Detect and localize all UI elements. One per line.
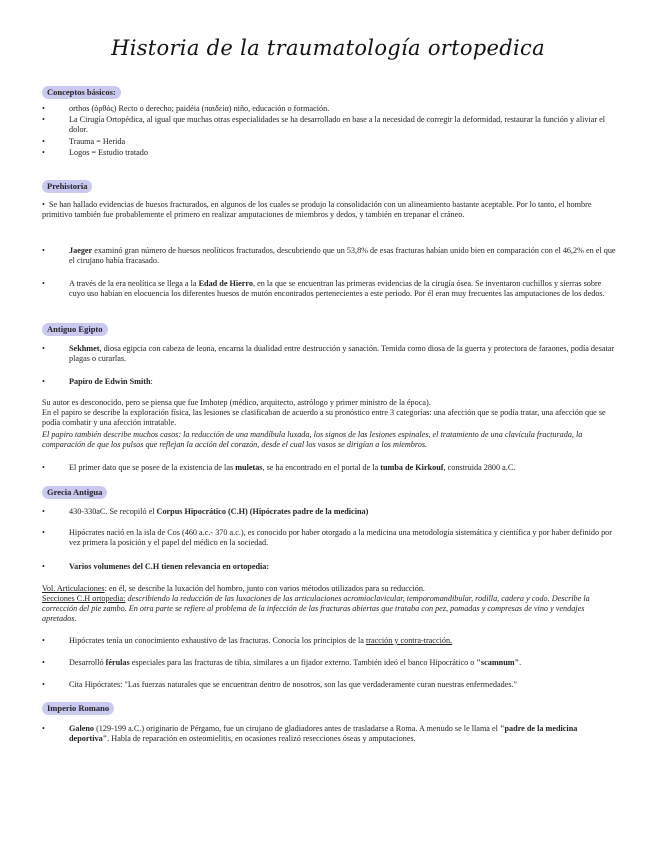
paragraph-papiro-autor: Su autor es desconocido, pero se piensa que fue Imhotep (médico, arquitecto, astrólogo y primer ministro de la época). xyxy=(42,398,431,407)
paragraph-secciones-ortopedia: Secciones C.H ortopedia: describiendo la reducción de las luxaciones de las articulaciones acromioclavicular, temporomandibular, rodilla, cadera y codo. Describe la corrección del pie zambo. En otra parte se refiere al problema de la infección de las fracturas abiertas que trataba con pez, pomadas y compresas de vino y vendajes apretados. xyxy=(42,594,590,623)
document-page: Historia de la traumatología ortopedica Conceptos básicos: • orthos (ὀρθός) Recto o derecho; paidéia (παιδεία) niño, educación o formación. • La Cirugía Ortopédica, al igual que muchas otras especialidades se ha desarrollado en base a la necesidad de corregir la deformidad, restaurar la función y aliviar el dolor. • Trauma = Herida • Logos = Estudio tratado Prehistoria • Se han hallado evidencias de huesos fracturados, en algunos de los cuales se produjo la consolidación con un alineamiento bastante aceptable. Por lo tanto, el hombre primitivo también fue probablemente el primero en realizar amputaciones de miembros y dedos, y también en trepanar el cráneo. • Jaeger examinó gran número de huesos neolíticos fracturados, descubriendo que un 53,8% de esas fracturas habían unido bien en comparación con el 46,2% en el que el cirujano había fracasado. • A través de la era neolítica se llega a la Edad de Hierro, en la que se encuentran las primeras evidencias de la cirugía ósea. Se inventaron cuchillos y sierras sobre cuyo uso habían en elocuencia los diferentes huesos de mutón encontrados pertenecientes a este periodo. Por él eran muy frecuentes las amputaciones de los dedos. Antiguo Egipto • Sekhmet, diosa egipcia con cabeza de leona, encarna la dualidad entre destrucción y sanación. Temida como diosa de la guerra y protectora de faraones, podía desatar plagas o curarlas. • Papiro de Edwin Smith: Su autor es desconocido, pero se piensa que fue Imhotep (médico, arquitecto, astrólogo y primer ministro de la época). En el papiro se describe la exploración física, las lesiones se clasificaban de acuerdo a su pronóstico entre 3 categorías: una afección que se podía tratar, una afección que se podía combatir y una afección intratable. El papiro también describe muchos casos: la reducción de una mandíbula luxada, los signos de las lesiones espinales, el tratamiento de una clavícula fracturada, la comparación de que los pulsos que reflejan la acción del corazón, desde el cual los vasos se dirigían a los miembros. • El primer dato que se posee de la existencia de las muletas, se ha encontrado en el portal de la tumba de Kirkouf, construida 2800 a.C. Grecia Antigua • 430-330aC. Se recopiló el Corpus Hipocrático (C.H) (Hipócrates padre de la medicina) • Hipócrates nació en la isla de Cos (460 a.c.- 370 a.c.), es conocido por haber otorgado a la medicina una metodología sistemática y científica y por haber definido por vez primera la posición y el papel del médico en la sociedad. • Varios volumenes del C.H tienen relevancia en ortopedia: Vol. Articulaciones: en él, se describe la luxación del hombro, junto con varios métodos utilizados para su reducción. Secciones C.H ortopedia: describiendo la reducción de las luxaciones de las articulaciones acromioclavicular, temporomandibular, rodilla, cadera y codo. Describe la corrección del pie zambo. En otra parte se refiere al problema de la infección de las fracturas abiertas que trataba con pez, pomadas y compresas de vino y vendajes apretados. • Hipócrates tenía un conocimiento exhaustivo de las fracturas. Conocía los principios de la tracción y contra-tracción. • Desarrolló férulas especiales para las fracturas de tibia, similares a un fijador externo. También ideó el banco Hipocrático o "scamnum". • Cita Hipócrates: "Las fuerzas naturales que se encuentran dentro de nosotros, son las que verdaderamente curan nuestras enfermedades." Imperio Romano • Galeno (129-199 a.C.) originario de Pérgamo, fue un cirujano de gladiadores antes de trasladarse a Roma. A menudo se le llama el "padre de la medicina deportiva". Habla de reparación en osteomielitis, en ocasiones realizó resecciones óseas y amputaciones. xyxy=(0,0,656,848)
section-heading-conceptos: Conceptos básicos: xyxy=(42,86,121,99)
paragraph-papiro-casos: El papiro también describe muchos casos: la reducción de una mandíbula luxada, los signos de las lesiones espinales, el tratamiento de una clavícula fracturada, la comparación de que los pulsos que reflejan la acción del corazón, desde el cual los vasos se dirigían a los miembros. xyxy=(42,430,583,449)
section-heading-roma: Imperio Romano xyxy=(42,702,114,715)
paragraph-vol-articulaciones: Vol. Articulaciones: en él, se describe la luxación del hombro, junto con varios métodos utilizados para su reducción. xyxy=(42,584,425,593)
section-heading-egipto: Antiguo Egipto xyxy=(42,323,108,336)
section-heading-grecia: Grecia Antigua xyxy=(42,486,107,499)
paragraph-papiro-exploracion: En el papiro se describe la exploración física, las lesiones se clasificaban de acuerdo a su pronóstico entre 3 categorías: una afección que se podía tratar, una afección que se podía combatir y una afección intratable. xyxy=(42,408,606,427)
section-heading-prehistoria: Prehistoria xyxy=(42,180,92,193)
paragraph-prehistoria-intro: • Se han hallado evidencias de huesos fracturados, en algunos de los cuales se produjo la consolidación con un alineamiento bastante aceptable. Por lo tanto, el hombre primitivo también fue probablemente el primero en realizar amputaciones de miembros y dedos, y también en trepanar el cráneo. xyxy=(42,200,592,219)
page-title: Historia de la traumatología ortopedica xyxy=(111,36,545,60)
